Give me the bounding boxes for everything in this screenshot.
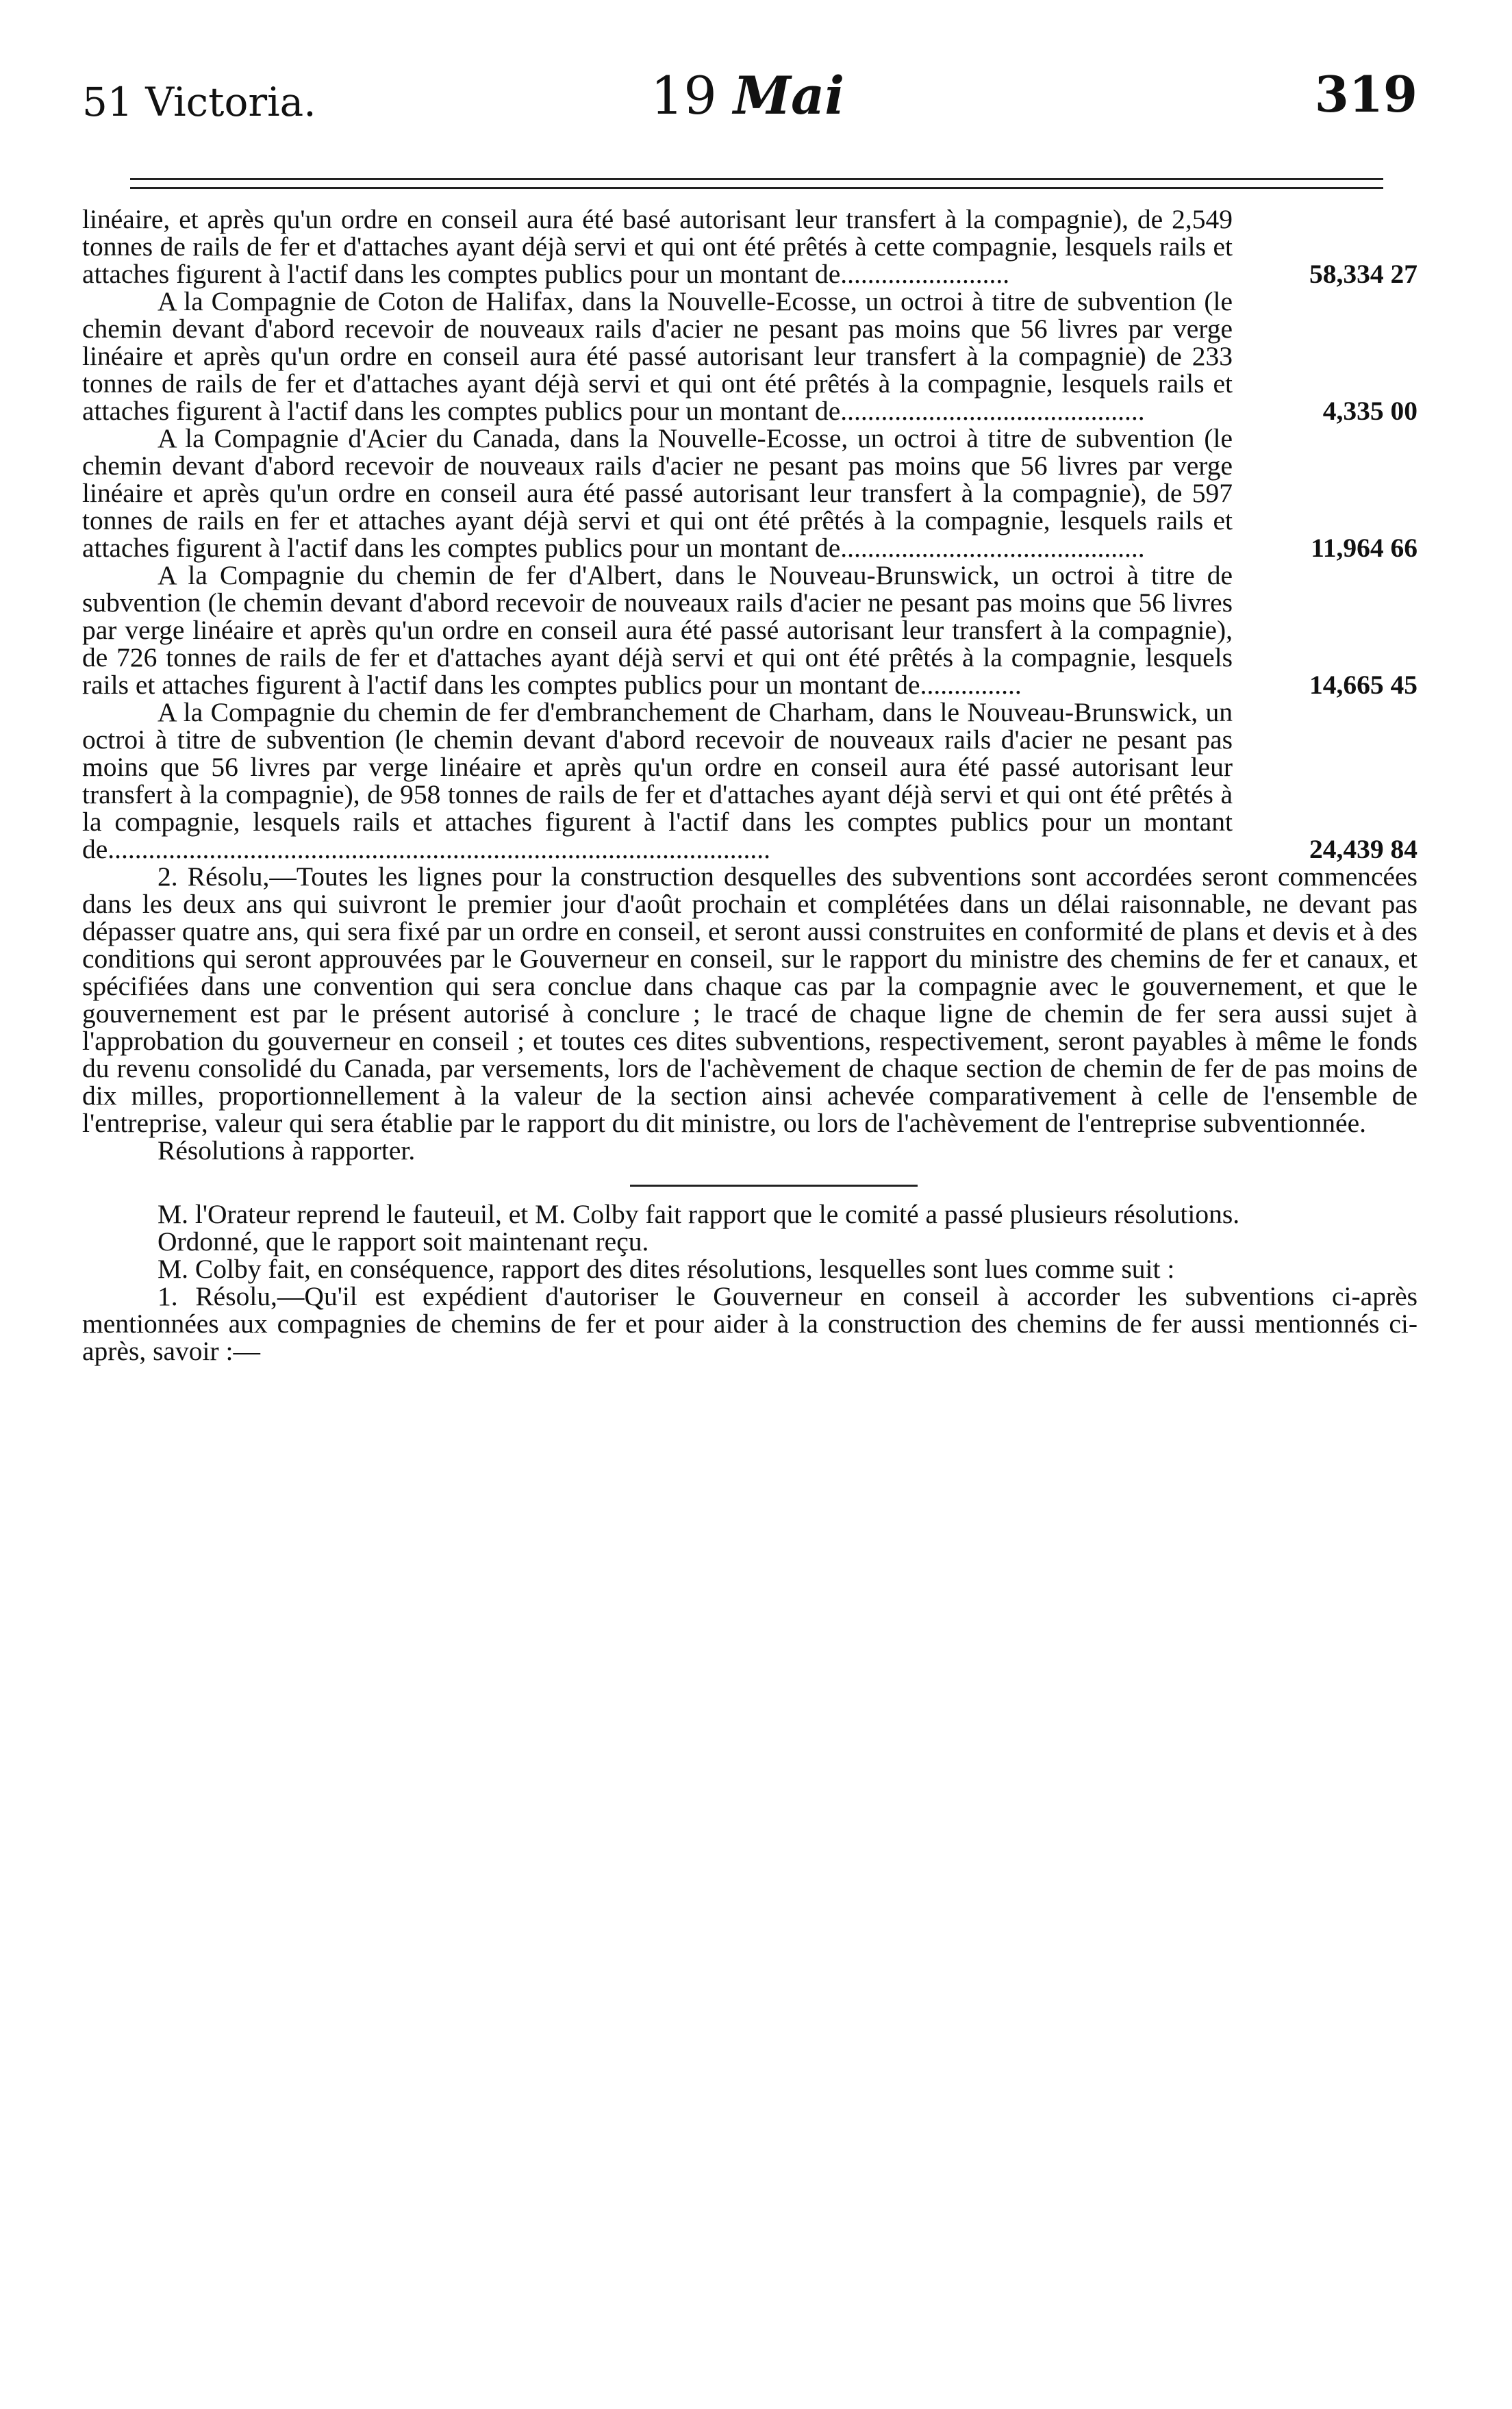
header-date-month: Mai (733, 65, 845, 126)
para-orateur: M. l'Orateur reprend le fauteuil, et M. Colby fait rapport que le comité a passé plusieurs résolutions. (158, 1199, 1240, 1229)
document-body (82, 205, 1418, 1365)
subsidy-entry (82, 698, 1418, 863)
entry-text: A la Compagnie de Coton de Halifax, dans la Nouvelle-Ecosse, un octroi à titre de subvention (le chemin devant d'abord recevoir de nouveaux rails d'acier ne pesant pas moins que 56 livres par verge linéaire et après qu'un ordre en conseil aura été passé autorisant leur transfert à la compagnie) de 233 tonnes de rails de fer et d'attaches ayant déjà servi et qui ont été prêtés à la compagnie, lesquels rails et attaches figurent à l'actif dans les comptes publics pour un montant de............................................. (82, 286, 1233, 426)
para-ordonne: Ordonné, que le rapport soit maintenant reçu. (158, 1226, 649, 1257)
entry-text: A la Compagnie du chemin de fer d'Albert, dans le Nouveau-Brunswick, un octroi à titre de subvention (le chemin devant d'abord recevoir de nouveaux rails d'acier ne pesant pas moins que 56 livres par verge linéaire et après qu'un ordre en conseil aura été passé autorisant leur transfert à la compagnie), de 726 tonnes de rails de fer et d'attaches ayant déjà servi et qui ont été prêtés à la compagnie, lesquels rails et attaches figurent à l'actif dans les comptes publics pour un montant de............... (82, 560, 1233, 700)
entry-amount: 24,439 84 (1309, 834, 1418, 864)
page-number: 319 (1314, 65, 1418, 123)
entry-text: A la Compagnie du chemin de fer d'embranchement de Charham, dans le Nouveau-Brunswick, un octroi à titre de subvention (le chemin devant d'abord recevoir de nouveaux rails d'acier ne pesant pas moins que 56 livres par verge linéaire et après qu'un ordre en conseil aura été passé autorisant leur transfert à la compagnie), de 958 tonnes de rails de fer et d'attaches ayant déjà servi et qui ont été prêtés à la compagnie, lesquels rails et attaches figurent à l'actif dans les comptes publics pour un montant de.................................................................................................. (82, 697, 1233, 864)
subsidy-entry (82, 288, 1418, 425)
section-divider (630, 1185, 918, 1187)
subsidy-entry (82, 205, 1418, 288)
para-colby: M. Colby fait, en conséquence, rapport des dites résolutions, lesquelles sont lues comme suit : (158, 1254, 1175, 1284)
resolutions-report: Résolutions à rapporter. (158, 1135, 416, 1165)
header-left: 51 Victoria. (82, 79, 316, 125)
header-rule (130, 178, 1383, 180)
entry-text: A la Compagnie d'Acier du Canada, dans la Nouvelle-Ecosse, un octroi à titre de subvention (le chemin devant d'abord recevoir de nouveaux rails d'acier ne pesant pas moins que 56 livres par verge linéaire et après qu'un ordre en conseil aura été passé autorisant leur transfert à la compagnie), de 597 tonnes de rails en fer et attaches ayant déjà servi et qui ont été prêtés à la compagnie, lesquels rails et attaches figurent à l'actif dans les comptes publics pour un montant de............................................. (82, 423, 1233, 563)
page-header (82, 65, 1418, 147)
entry-amount: 58,334 27 (1309, 259, 1418, 289)
header-date (651, 65, 844, 126)
entry-text: linéaire, et après qu'un ordre en conseil aura été basé autorisant leur transfert à la compagnie), de 2,549 tonnes de rails de fer et d'attaches ayant déjà servi et qui ont été prêtés à cette compagnie, lesquels rails et attaches figurent à l'actif dans les comptes publics pour un montant de......................... (82, 204, 1233, 289)
entry-amount: 11,964 66 (1311, 533, 1418, 563)
subsidy-entry (82, 562, 1418, 698)
header-date-day: 19 (651, 65, 717, 126)
entry-amount: 4,335 00 (1322, 396, 1418, 426)
para-resolu-1: 1. Résolu,—Qu'il est expédient d'autoriser le Gouverneur en conseil à accorder les subventions ci-après mentionnées aux compagnies de chemins de fer et pour aider à la construction des chemins de fer aussi mentionnés ci-après, savoir :— (82, 1281, 1418, 1366)
subsidy-entry (82, 425, 1418, 562)
entry-amount: 14,665 45 (1309, 670, 1418, 700)
resolution-2: 2. Résolu,—Toutes les lignes pour la construction desquelles des subventions sont accordées seront commencées dans les deux ans qui suivront le premier jour d'août prochain et complétées dans un délai raisonnable, ne devant pas dépasser quatre ans, qui sera fixé par un ordre en conseil, et seront aussi construites en conformité de plans et devis et à des conditions qui seront approuvées par le Gouverneur en conseil, sur le rapport du ministre des chemins de fer et canaux, et spécifiées dans une convention qui sera conclue dans chaque cas par la compagnie avec le gouvernement, et que le gouvernement est par le présent autorisé à conclure ; le tracé de chaque ligne de chemin de fer sera aussi sujet à l'approbation du gouverneur en conseil ; et toutes ces dites subventions, respectivement, seront payables à même le fonds du revenu consolidé du Canada, par versements, lors de l'achèvement de chaque section de chemin de fer de pas moins de dix milles, proportionnellement à la valeur de la section ainsi achevée comparativement à celle de l'ensemble de l'entreprise, valeur qui sera établie par le rapport du dit ministre, ou lors de l'achèvement de l'entreprise subventionnée. (82, 861, 1418, 1138)
